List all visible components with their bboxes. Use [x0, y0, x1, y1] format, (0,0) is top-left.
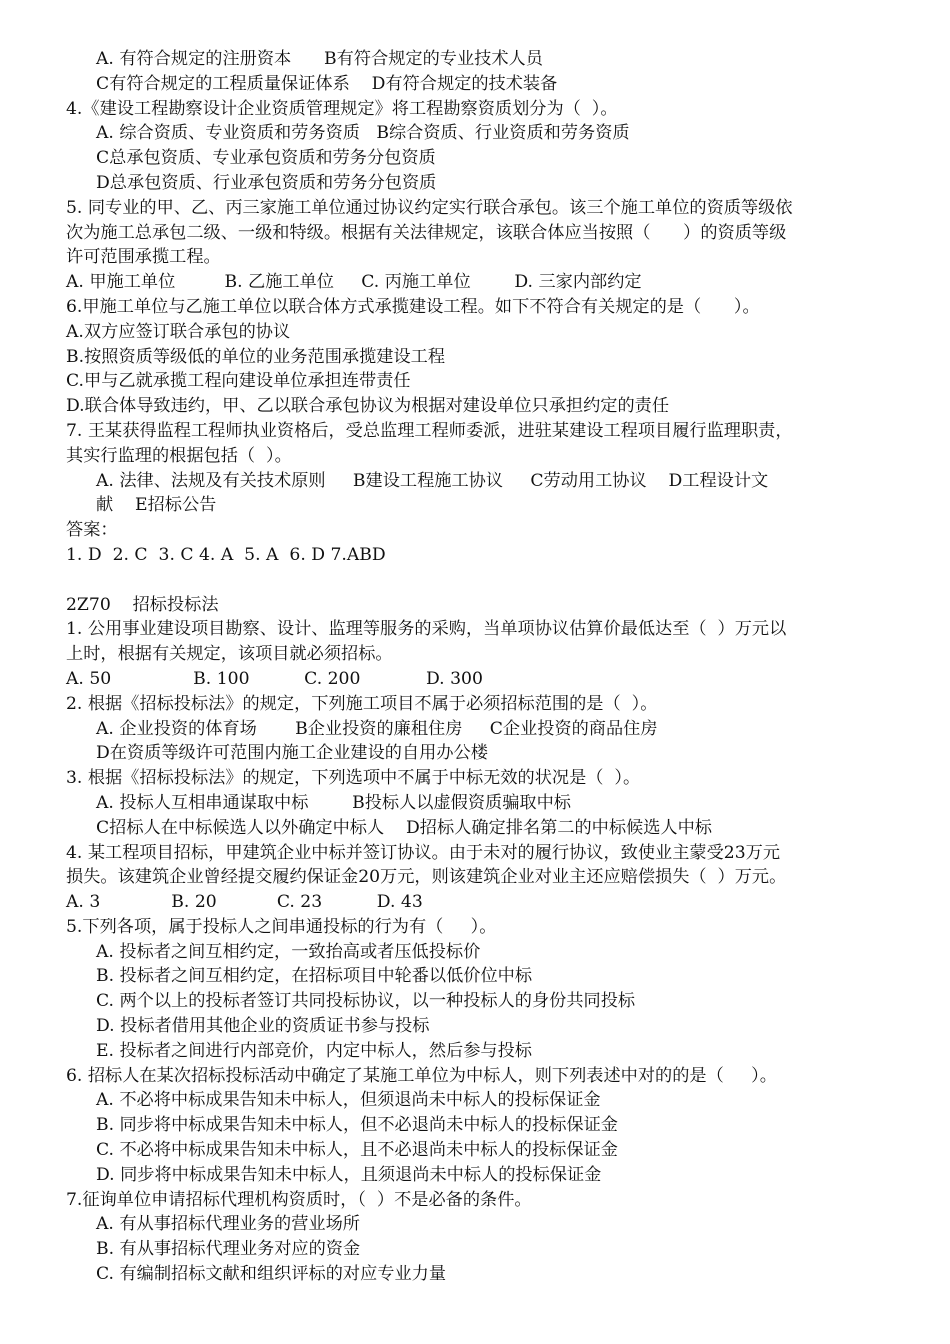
text-line: 答案：	[66, 520, 118, 541]
text-line: A. 有从事招标代理业务的营业场所	[96, 1214, 360, 1235]
text-line: B. 同步将中标成果告知未中标人，但不必退尚未中标人的投标保证金	[96, 1115, 618, 1136]
text-line: D总承包资质、行业承包资质和劳务分包资质	[96, 172, 437, 193]
text-line: C. 两个以上的投标者签订共同投标协议，以一种投标人的身份共同投标	[96, 991, 636, 1012]
text-line: C. 有编制招标文献和组织评标的对应专业力量	[96, 1264, 447, 1285]
text-line: 1. 公用事业建设项目勘察、设计、监理等服务的采购，当单项协议估算价最低达至（ ）万元以	[66, 619, 787, 640]
text-line: A. 甲施工单位 B. 乙施工单位 C. 丙施工单位 D. 三家内部约定	[66, 272, 642, 293]
text-line: 7. 王某获得监程工程师执业资格后，受总监理工程师委派，进驻某建设工程项目履行监理职责，	[66, 420, 793, 441]
text-line: E. 投标者之间进行内部竞价，内定中标人，然后参与投标	[96, 1040, 532, 1061]
text-line: 5. 同专业的甲、乙、丙三家施工单位通过协议约定实行联合承包。该三个施工单位的资质等级依	[66, 197, 793, 218]
text-line: 6.甲施工单位与乙施工单位以联合体方式承揽建设工程。如下不符合有关规定的是（ ）。	[66, 296, 760, 317]
text-line: B. 有从事招标代理业务对应的资金	[96, 1239, 361, 1260]
text-line: 4. 某工程项目招标，甲建筑企业中标并签订协议。由于未对的履行协议，致使业主蒙受23万元	[66, 842, 781, 863]
text-line: D. 同步将中标成果告知未中标人，且须退尚未中标人的投标保证金	[96, 1164, 602, 1185]
text-line: D在资质等级许可范围内施工企业建设的自用办公楼	[96, 743, 488, 764]
text-line: 其实行监理的根据包括（ ）。	[66, 445, 292, 466]
text-line: 4.《建设工程勘察设计企业资质管理规定》将工程勘察资质划分为（ ）。	[66, 98, 618, 119]
text-line: B.按照资质等级低的单位的业务范围承揽建设工程	[66, 346, 446, 367]
text-line: A. 企业投资的体育场 B企业投资的廉租住房 C企业投资的商品住房	[96, 718, 658, 739]
blank-line	[66, 568, 896, 593]
text-line: A. 投标人互相串通谋取中标 B投标人以虚假资质骗取中标	[96, 792, 571, 813]
text-line: C. 不必将中标成果告知未中标人，且不必退尚未中标人的投标保证金	[96, 1140, 618, 1161]
text-line: 5.下列各项，属于投标人之间串通投标的行为有（ ）。	[66, 916, 497, 937]
text-line: A. 3 B. 20 C. 23 D. 43	[66, 892, 423, 913]
text-line: D.联合体导致违约，甲、乙以联合承包协议为根据对建设单位只承担约定的责任	[66, 396, 670, 417]
text-line: C有符合规定的工程质量保证体系 D有符合规定的技术装备	[96, 73, 558, 94]
text-line: 1. D 2. C 3. C 4. A 5. A 6. D 7.ABD	[66, 544, 386, 565]
text-line: A. 法律、法规及有关技术原则 B建设工程施工协议 C劳动用工协议 D工程设计文	[96, 470, 769, 491]
text-line: 许可范围承揽工程。	[66, 247, 221, 268]
text-line: 损失。该建筑企业曾经提交履约保证金20万元，则该建筑企业对业主还应赔偿损失（ ）万元。	[66, 867, 787, 888]
text-line: 上时，根据有关规定，该项目就必须招标。	[66, 644, 393, 665]
text-line: 2. 根据《招标投标法》的规定，下列施工项目不属于必须招标范围的是（ ）。	[66, 693, 658, 714]
text-line: A.双方应签订联合承包的协议	[66, 321, 291, 342]
text-line: C总承包资质、专业承包资质和劳务分包资质	[96, 148, 436, 169]
text-line: B. 投标者之间互相约定，在招标项目中轮番以低价位中标	[96, 966, 533, 987]
text-line: D. 投标者借用其他企业的资质证书参与投标	[96, 1016, 430, 1037]
text-line: 献 E招标公告	[96, 495, 217, 516]
text-line: 6. 招标人在某次招标投标活动中确定了某施工单位为中标人，则下列表述中对的的是（ ）。	[66, 1065, 777, 1086]
text-line: A. 50 B. 100 C. 200 D. 300	[66, 668, 483, 689]
text-line: 7.征询单位申请招标代理机构资质时，（ ）不是必备的条件。	[66, 1189, 532, 1210]
text-line: 3. 根据《招标投标法》的规定，下列选项中不属于中标无效的状况是（ ）。	[66, 768, 641, 789]
text-line: A. 综合资质、专业资质和劳务资质 B综合资质、行业资质和劳务资质	[96, 123, 630, 144]
text-line: 2Z70 招标投标法	[66, 594, 219, 615]
text-line: A. 投标者之间互相约定，一致抬高或者压低投标价	[96, 941, 481, 962]
text-line: C招标人在中标候选人以外确定中标人 D招标人确定排名第二的中标候选人中标	[96, 817, 712, 838]
text-line: 次为施工总承包二级、一级和特级。根据有关法律规定，该联合体应当按照（ ）的资质等级	[66, 222, 787, 243]
text-line: A. 有符合规定的注册资本 B有符合规定的专业技术人员	[96, 49, 543, 69]
text-line: A. 不必将中标成果告知未中标人，但须退尚未中标人的投标保证金	[96, 1090, 601, 1111]
document-page	[66, 47, 896, 1287]
text-line: C.甲与乙就承揽工程向建设单位承担连带责任	[66, 371, 411, 392]
